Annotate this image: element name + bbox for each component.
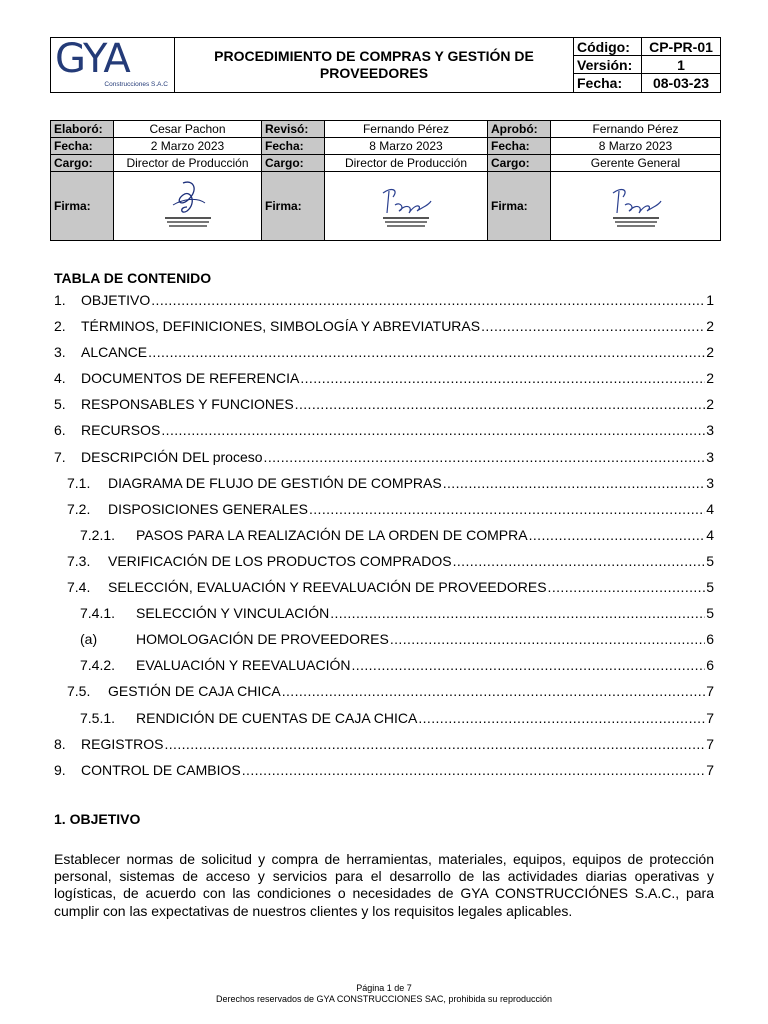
logo-text: GYA bbox=[55, 36, 130, 82]
toc-entry-number: 7.4.1. bbox=[80, 605, 116, 622]
cell-label: Fecha: bbox=[51, 138, 114, 155]
cell-value: Fernando Pérez bbox=[551, 121, 721, 138]
cell-value: Director de Producción bbox=[114, 155, 262, 172]
toc-leader-dots bbox=[330, 605, 705, 621]
cell-label: Fecha: bbox=[488, 138, 551, 155]
signature-elaboro bbox=[114, 172, 262, 241]
cell-label: Cargo: bbox=[51, 155, 114, 172]
toc-entry-page: 6 bbox=[706, 631, 714, 648]
toc-entry-page: 1 bbox=[706, 292, 714, 308]
toc-entry-number: 6. bbox=[54, 422, 66, 439]
toc-entry-number: 7.2. bbox=[67, 500, 91, 517]
cell-label: Cargo: bbox=[262, 155, 325, 172]
toc-entry-page: 2 bbox=[706, 318, 714, 335]
toc-entry[interactable] bbox=[54, 579, 714, 605]
toc-leader-dots bbox=[164, 736, 705, 752]
toc-leader-dots bbox=[309, 501, 705, 517]
toc-leader-dots bbox=[418, 710, 705, 726]
toc-entry-label: DOCUMENTOS DE REFERENCIA bbox=[81, 370, 300, 387]
signature-image bbox=[371, 177, 441, 235]
toc-entry[interactable] bbox=[54, 449, 714, 475]
table-of-contents bbox=[54, 292, 714, 788]
toc-entry-label: EVALUACIÓN Y REEVALUACIÓN bbox=[136, 657, 351, 674]
toc-entry-label: SELECCIÓN, EVALUACIÓN Y REEVALUACIÓN DE PROVEEDORES bbox=[108, 579, 547, 596]
toc-entry-page: 3 bbox=[706, 448, 714, 465]
toc-entry-label: RECURSOS bbox=[81, 422, 161, 439]
toc-entry-number: 1. bbox=[54, 292, 66, 308]
toc-entry[interactable] bbox=[54, 605, 714, 631]
section-body: Establecer normas de solicitud y compra de herramientas, materiales, equipos, equipos de protección personal, sistemas de acceso y servicios para el desarrollo de las actividades diarias operativas y logísticas, de acuerdo con las condiciones o necesidades de GYA CONSTRUCCIÓNES S.A.C., para cumplir con las expectativas de nuestros clientes y los requisitos legales aplicables. bbox=[54, 851, 714, 919]
toc-entry-page: 4 bbox=[706, 500, 714, 517]
cell-value: Gerente General bbox=[551, 155, 721, 172]
toc-entry[interactable] bbox=[54, 710, 714, 736]
toc-entry-label: HOMOLOGACIÓN DE PROVEEDORES bbox=[136, 631, 389, 648]
page-number: Página 1 de 7 bbox=[356, 983, 412, 993]
toc-entry-page: 2 bbox=[706, 396, 714, 413]
cell-value: 8 Marzo 2023 bbox=[325, 138, 488, 155]
toc-entry-number: 3. bbox=[54, 344, 66, 361]
cell-value: Director de Producción bbox=[325, 155, 488, 172]
toc-entry[interactable] bbox=[54, 292, 714, 318]
section-title: 1. OBJETIVO bbox=[54, 811, 141, 827]
toc-entry-label: TÉRMINOS, DEFINICIONES, SIMBOLOGÍA Y ABREVIATURAS bbox=[81, 318, 481, 335]
meta-version-value: 1 bbox=[642, 56, 720, 74]
toc-leader-dots bbox=[481, 318, 705, 334]
toc-entry[interactable] bbox=[54, 736, 714, 762]
cell-label: Elaboró: bbox=[51, 121, 114, 138]
toc-entry[interactable] bbox=[54, 501, 714, 527]
copyright-notice: Derechos reservados de GYA CONSTRUCCIONES SAC, prohibida su reproducción bbox=[216, 994, 552, 1004]
toc-leader-dots bbox=[300, 370, 705, 386]
cell-value: Cesar Pachon bbox=[114, 121, 262, 138]
toc-entry-number: 7.4.2. bbox=[80, 657, 116, 674]
toc-entry-page: 5 bbox=[706, 605, 714, 622]
toc-leader-dots bbox=[161, 422, 705, 438]
toc-title: TABLA DE CONTENIDO bbox=[54, 270, 212, 286]
toc-entry-label: RENDICIÓN DE CUENTAS DE CAJA CHICA bbox=[136, 709, 418, 726]
toc-leader-dots bbox=[151, 292, 705, 308]
toc-leader-dots bbox=[548, 579, 706, 595]
signature-label: Firma: bbox=[51, 172, 114, 241]
signature-label: Firma: bbox=[488, 172, 551, 241]
toc-entry-number: 7.4. bbox=[67, 579, 91, 596]
toc-leader-dots bbox=[351, 657, 705, 673]
toc-entry-label: DIAGRAMA DE FLUJO DE GESTIÓN DE COMPRAS bbox=[108, 474, 442, 491]
toc-entry[interactable] bbox=[54, 475, 714, 501]
toc-entry-page: 5 bbox=[706, 552, 714, 569]
toc-entry-number: 7. bbox=[54, 448, 66, 465]
signature-image bbox=[153, 177, 223, 235]
toc-entry-label: GESTIÓN DE CAJA CHICA bbox=[108, 683, 281, 700]
toc-leader-dots bbox=[242, 762, 705, 778]
toc-leader-dots bbox=[443, 475, 705, 491]
document-meta bbox=[574, 38, 720, 92]
toc-entry[interactable] bbox=[54, 370, 714, 396]
toc-entry[interactable] bbox=[54, 683, 714, 709]
toc-entry-page: 7 bbox=[706, 709, 714, 726]
cell-label: Fecha: bbox=[262, 138, 325, 155]
cell-value: 8 Marzo 2023 bbox=[551, 138, 721, 155]
company-logo bbox=[51, 38, 175, 92]
toc-entry-label: SELECCIÓN Y VINCULACIÓN bbox=[136, 605, 330, 622]
toc-entry[interactable] bbox=[54, 527, 714, 553]
toc-entry-number: 9. bbox=[54, 761, 66, 778]
toc-entry[interactable] bbox=[54, 657, 714, 683]
toc-entry[interactable] bbox=[54, 631, 714, 657]
toc-entry-number: 8. bbox=[54, 735, 66, 752]
signature-image bbox=[601, 177, 671, 235]
meta-code-label: Código: bbox=[574, 38, 642, 56]
meta-date-label: Fecha: bbox=[574, 74, 642, 92]
toc-leader-dots bbox=[295, 396, 706, 412]
approval-row bbox=[51, 155, 721, 172]
toc-entry-page: 6 bbox=[706, 657, 714, 674]
toc-entry-label: CONTROL DE CAMBIOS bbox=[81, 761, 241, 778]
toc-entry-number: (a) bbox=[80, 631, 98, 648]
toc-entry-number: 2. bbox=[54, 318, 66, 335]
toc-entry-page: 4 bbox=[706, 526, 714, 543]
approval-table bbox=[50, 120, 721, 241]
meta-date-value: 08-03-23 bbox=[652, 75, 710, 91]
document-header bbox=[50, 37, 721, 93]
toc-entry-label: DISPOSICIONES GENERALES bbox=[108, 500, 308, 517]
cell-label: Aprobó: bbox=[488, 121, 551, 138]
toc-entry-page: 7 bbox=[706, 761, 714, 778]
toc-leader-dots bbox=[148, 344, 705, 360]
signature-label: Firma: bbox=[262, 172, 325, 241]
toc-entry-label: VERIFICACIÓN DE LOS PRODUCTOS COMPRADOS bbox=[108, 552, 452, 569]
toc-entry-page: 7 bbox=[706, 683, 714, 700]
signature-row bbox=[51, 172, 721, 241]
toc-entry[interactable] bbox=[54, 396, 714, 422]
toc-entry-number: 7.1. bbox=[67, 474, 91, 491]
toc-entry-page: 5 bbox=[706, 579, 714, 596]
toc-entry-page: 2 bbox=[706, 344, 714, 361]
document-title: PROCEDIMIENTO DE COMPRAS Y GESTIÓN DE PROVEEDORES bbox=[175, 38, 574, 92]
toc-entry[interactable] bbox=[54, 553, 714, 579]
toc-entry-number: 5. bbox=[54, 396, 66, 413]
toc-leader-dots bbox=[264, 449, 706, 465]
toc-entry[interactable] bbox=[54, 318, 714, 344]
cell-value: 2 Marzo 2023 bbox=[114, 138, 262, 155]
toc-entry-label: ALCANCE bbox=[81, 344, 148, 361]
toc-entry-number: 7.3. bbox=[67, 552, 91, 569]
toc-entry-label: OBJETIVO bbox=[81, 292, 151, 308]
cell-label: Revisó: bbox=[262, 121, 325, 138]
toc-entry-label: RESPONSABLES Y FUNCIONES bbox=[81, 396, 294, 413]
toc-entry[interactable] bbox=[54, 762, 714, 788]
toc-entry[interactable] bbox=[54, 344, 714, 370]
toc-leader-dots bbox=[282, 683, 706, 699]
logo-subtitle: Construcciones S.A.C bbox=[104, 81, 168, 88]
toc-leader-dots bbox=[529, 527, 706, 543]
approval-row bbox=[51, 121, 721, 138]
approval-row bbox=[51, 138, 721, 155]
signature-reviso bbox=[325, 172, 488, 241]
toc-entry-number: 7.5.1. bbox=[80, 709, 116, 726]
toc-entry-number: 7.2.1. bbox=[80, 526, 116, 543]
signature-aprobo bbox=[551, 172, 721, 241]
toc-entry[interactable] bbox=[54, 422, 714, 448]
toc-entry-label: DESCRIPCIÓN DEL proceso bbox=[81, 448, 263, 465]
toc-entry-page: 3 bbox=[706, 474, 714, 491]
toc-leader-dots bbox=[390, 631, 705, 647]
toc-leader-dots bbox=[453, 553, 706, 569]
toc-entry-label: REGISTROS bbox=[81, 735, 164, 752]
toc-entry-number: 4. bbox=[54, 370, 66, 387]
toc-entry-page: 2 bbox=[706, 370, 714, 387]
toc-entry-page: 3 bbox=[706, 422, 714, 439]
meta-code-value: CP-PR-01 bbox=[642, 38, 720, 56]
toc-entry-page: 7 bbox=[706, 735, 714, 752]
cell-label: Cargo: bbox=[488, 155, 551, 172]
toc-entry-label: PASOS PARA LA REALIZACIÓN DE LA ORDEN DE COMPRA bbox=[136, 526, 528, 543]
meta-version-label: Versión: bbox=[574, 56, 642, 74]
toc-entry-number: 7.5. bbox=[67, 683, 91, 700]
cell-value: Fernando Pérez bbox=[325, 121, 488, 138]
